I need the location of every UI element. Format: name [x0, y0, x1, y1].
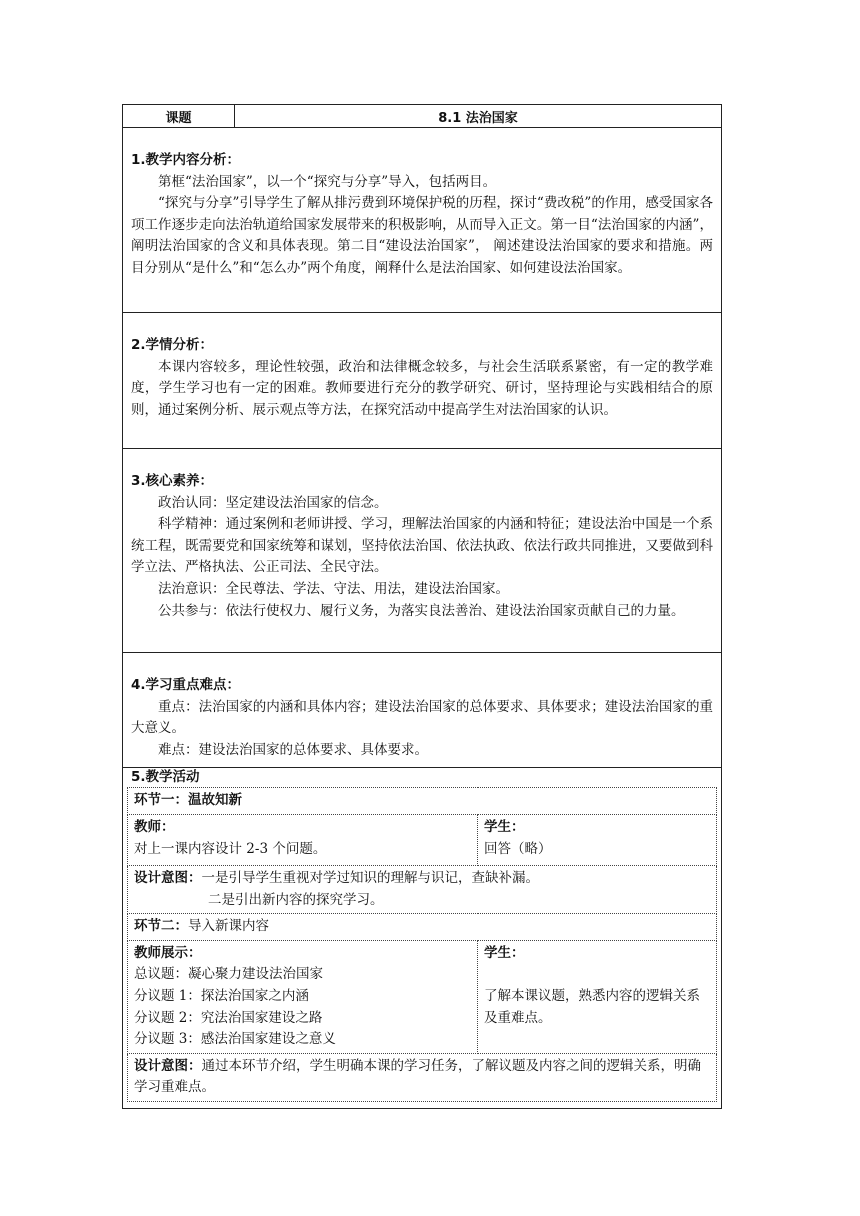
paragraph: 公共参与：依法行使权力、履行义务，为落实良法善治、建设法治国家贡献自己的力量。: [158, 602, 685, 619]
teacher-text: 对上一课内容设计 2-3 个问题。: [134, 840, 327, 857]
intent-label: 设计意图：: [134, 869, 202, 886]
section-core-literacy: [123, 449, 722, 653]
paragraph: 第框“法治国家”，以一个“探究与分享”导入，包括两目。: [158, 173, 497, 190]
link1-title-row: [128, 788, 717, 815]
header-row: [123, 105, 722, 128]
section-title: 3.核心素养：: [131, 473, 214, 489]
section-content-analysis: [123, 128, 722, 313]
lesson-plan-table: [122, 104, 722, 1109]
section-key-difficulties: [123, 653, 722, 768]
section-title: 5.教学活动: [131, 769, 200, 786]
paragraph: 本课内容较多，理论性较强，政治和法律概念较多，与社会生活联系紧密，有一定的教学难度，学生学习也有一定的困难。教师要进行充分的教学研究、研讨，坚持理论与实践相结合的原则，通过案例分析、展示观点等方法，在探究活动中提高学生对法治国家的认识。: [131, 358, 713, 418]
link2-title-row: [128, 914, 717, 941]
student-text: 回答（略）: [484, 840, 552, 857]
topic-label: 课题: [123, 105, 235, 128]
paragraph: 重点：法治国家的内涵和具体内容；建设法治国家的总体要求、具体要求；建设法治国家的重大意义。: [131, 698, 713, 737]
student-text: 了解本课议题，熟悉内容的逻辑关系及重难点。: [484, 987, 700, 1026]
student-label: 学生：: [484, 944, 525, 961]
paragraph: 难点：建设法治国家的总体要求、具体要求。: [158, 741, 428, 758]
main-topic: 总议题：凝心聚力建设法治国家: [134, 966, 323, 983]
paragraph: 政治认同：坚定建设法治国家的信念。: [158, 494, 388, 511]
paragraph: 科学精神：通过案例和老师讲授、学习，理解法治国家的内涵和特征；建设法治中国是一个系统工程，既需要党和国家统筹和谋划，坚持依法治国、依法执政、依法行政共同推进，又要做到科学立法、严格执法、公正司法、全民守法。: [131, 516, 713, 576]
link2-intent-row: [128, 1053, 717, 1101]
section-title: 4.学习重点难点：: [131, 677, 241, 693]
link2-body-row: [128, 940, 717, 1053]
teacher-label: 教师展示：: [134, 944, 202, 961]
intent-label: 设计意图：: [134, 1057, 202, 1074]
section-student-analysis: [123, 313, 722, 449]
intent-line-1: 一是引导学生重视对学过知识的理解与识记，查缺补漏。: [201, 869, 539, 886]
link1-body-row: [128, 814, 717, 865]
paragraph: 法治意识：全民尊法、学法、守法、用法，建设法治国家。: [158, 580, 509, 597]
lesson-title: 8.1 法治国家: [235, 105, 722, 128]
student-label: 学生：: [484, 818, 525, 835]
link2-title: 环节二：: [134, 918, 188, 935]
sub-topic-1: 分议题 1：探法治国家之内涵: [134, 987, 309, 1004]
section-title: 1.教学内容分析：: [131, 152, 241, 168]
section-teaching-activities: [123, 768, 722, 1109]
link1-title: 环节一：温故知新: [128, 788, 717, 815]
lesson-plan: [122, 104, 722, 1109]
section-title: 2.学情分析：: [131, 337, 214, 353]
teacher-label: 教师：: [134, 818, 175, 835]
sub-topic-3: 分议题 3：感法治国家建设之意义: [134, 1031, 336, 1048]
link2-subtitle: 导入新课内容: [188, 918, 269, 935]
activities-table: [127, 787, 717, 1102]
intent-text: 通过本环节介绍，学生明确本课的学习任务，了解议题及内容之间的逻辑关系，明确学习重难点。: [134, 1057, 701, 1096]
intent-line-2: 二是引出新内容的探究学习。: [208, 891, 384, 908]
sub-topic-2: 分议题 2：究法治国家建设之路: [134, 1009, 323, 1026]
paragraph: “探究与分享”引导学生了解从排污费到环境保护税的历程，探讨“费改税”的作用，感受国家各项工作逐步走向法治轨道给国家发展带来的积极影响，从而导入正文。第一目“法治国家的内涵”， 阐明法治国家的含义和具体表现。第二目“建设法治国家”， 阐述建设法治国家的要求和措施。两目分别从“是什么”和“怎么办”两个角度，阐释什么是法治国家、如何建设法治国家。: [131, 195, 713, 276]
link1-intent-row: [128, 865, 717, 913]
